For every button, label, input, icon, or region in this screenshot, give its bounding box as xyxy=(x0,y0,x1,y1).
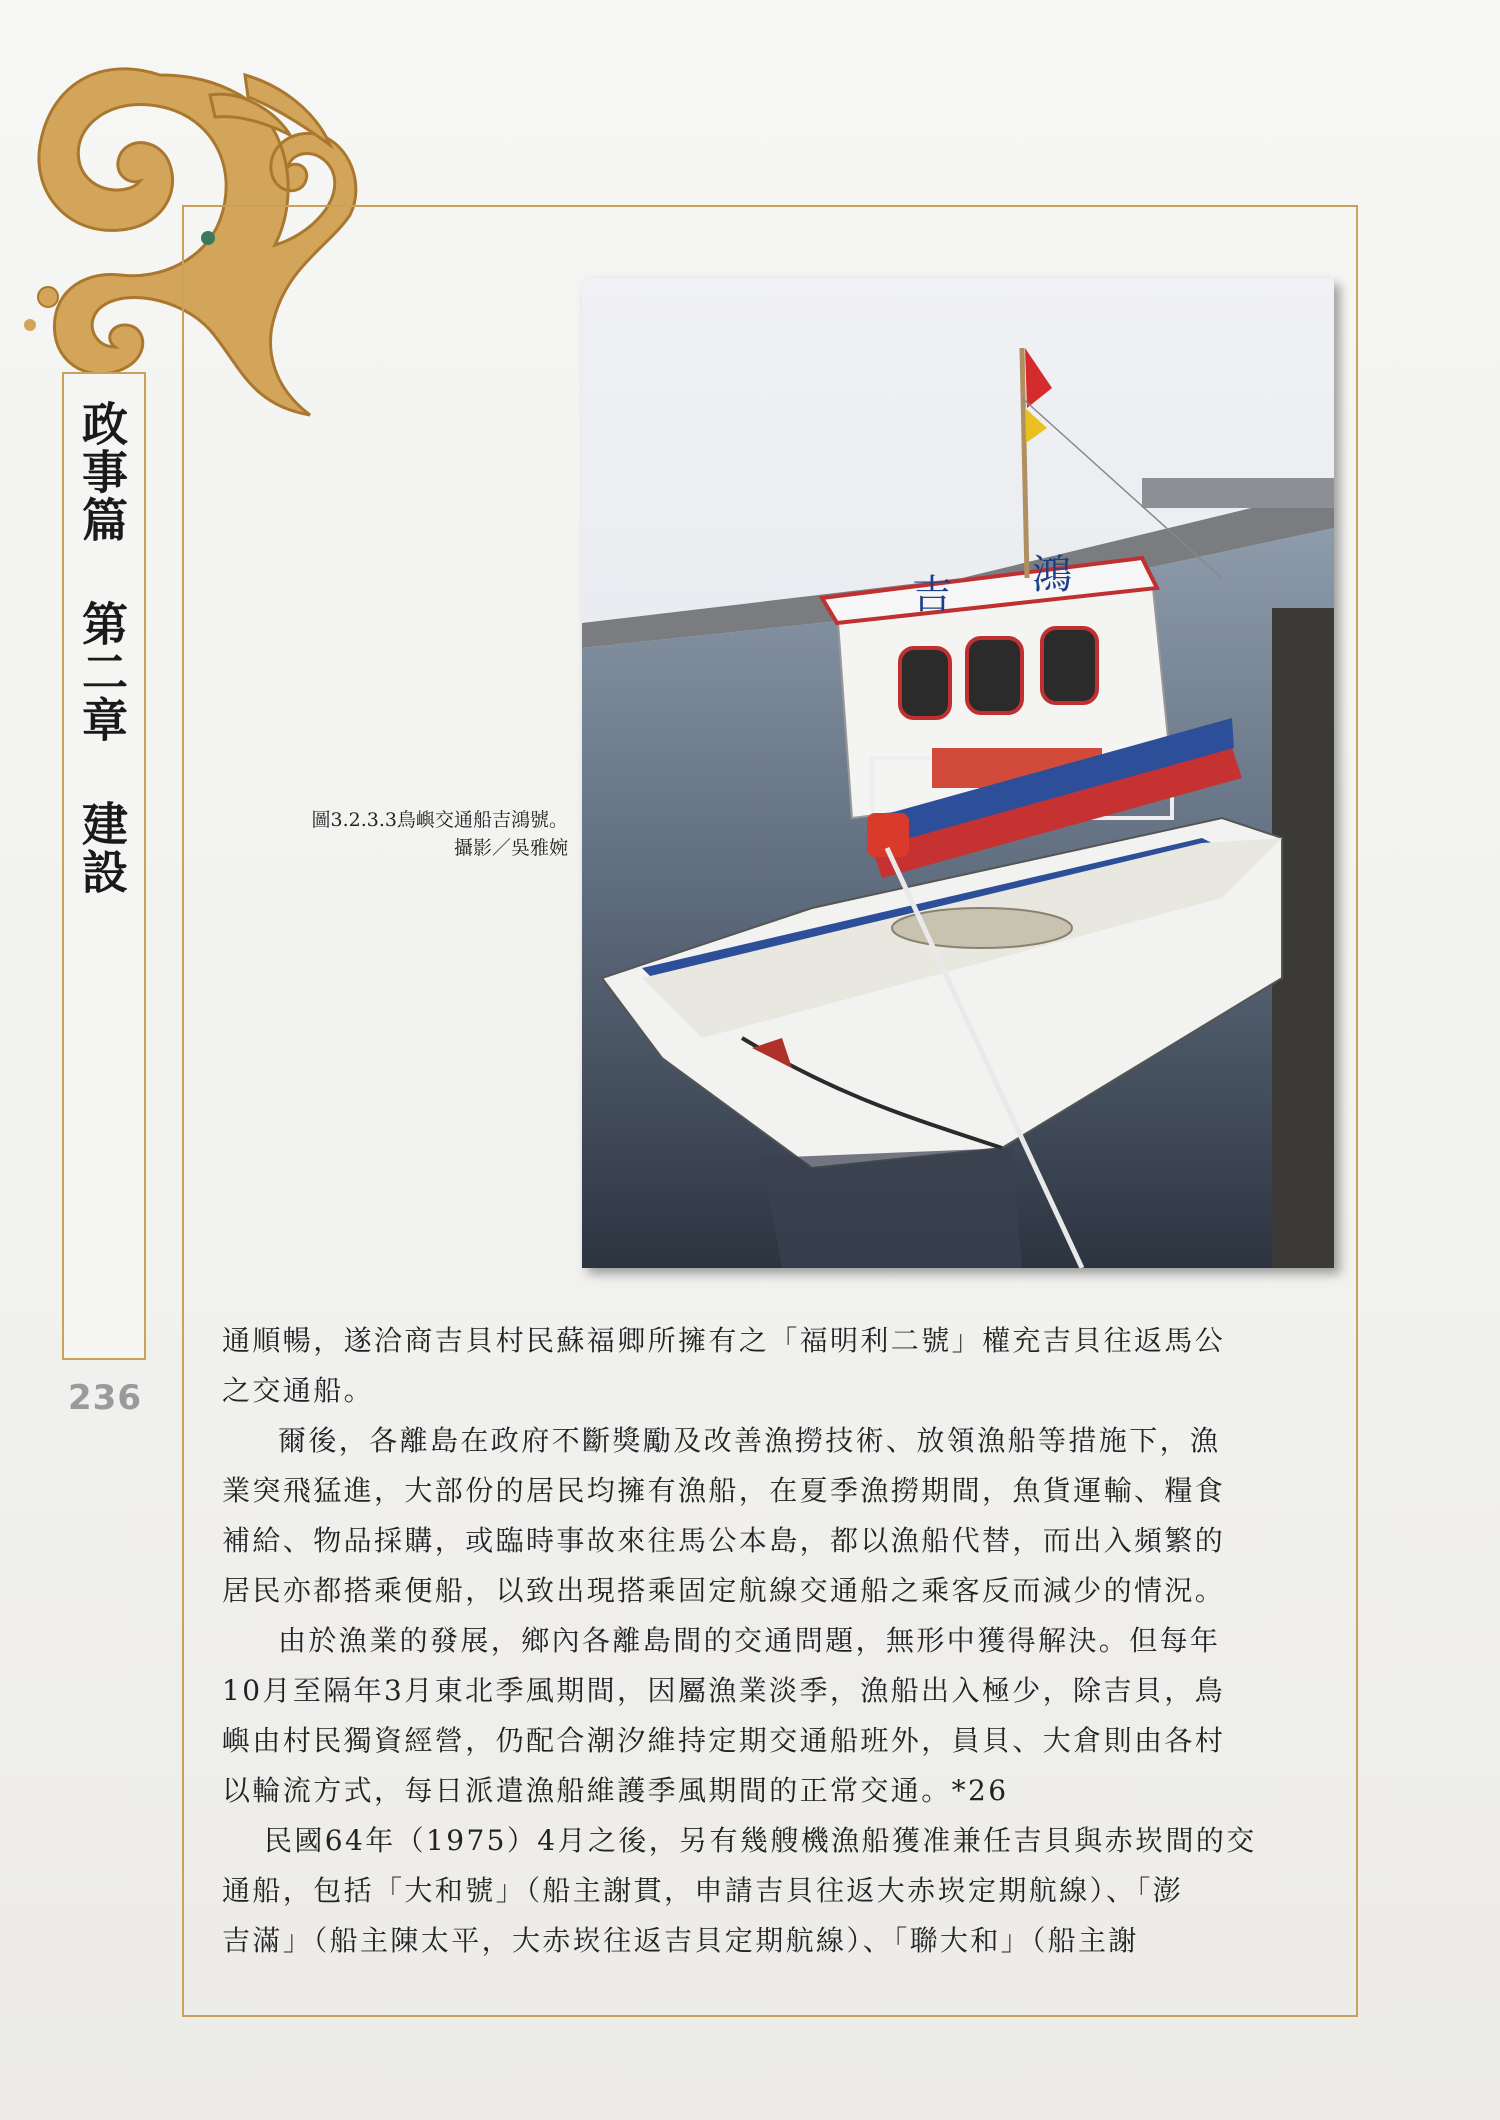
body-line: 之交通船。 xyxy=(222,1374,375,1407)
body-line: 補給、物品採購，或臨時事故來往馬公本島，都以漁船代替，而出入頻繁的 xyxy=(222,1524,1226,1557)
chapter-side-tab xyxy=(62,372,146,1360)
body-line: 嶼由村民獨資經營，仍配合潮汐維持定期交通船班外，員貝、大倉則由各村 xyxy=(222,1724,1226,1757)
body-line: 由於漁業的發展，鄉內各離島間的交通問題，無形中獲得解決。但每年 xyxy=(278,1624,1221,1657)
body-line: 爾後，各離島在政府不斷獎勵及改善漁撈技術、放領漁船等措施下，漁 xyxy=(278,1424,1221,1457)
boat-name-left: 吉 xyxy=(912,572,952,618)
body-line: 居民亦都搭乘便船，以致出現搭乘固定航線交通船之乘客反而減少的情況。 xyxy=(222,1574,1226,1607)
caption-credit: 攝影／吳雅婉 xyxy=(453,837,568,859)
body-line: 以輪流方式，每日派遣漁船維護季風期間的正常交通。*26 xyxy=(222,1774,1009,1807)
boat-name-right: 鴻 xyxy=(1032,552,1072,598)
body-text xyxy=(222,1316,1332,1966)
body-line: 10月至隔年3月東北季風期間，因屬漁業淡季，漁船出入極少，除吉貝，鳥 xyxy=(222,1674,1226,1707)
figure-caption xyxy=(228,806,568,862)
page-number: 236 xyxy=(68,1378,142,1418)
body-line: 吉滿」（船主陳太平，大赤崁往返吉貝定期航線）、「聯大和」（船主謝 xyxy=(222,1924,1139,1957)
body-line: 通船，包括「大和號」（船主謝貫，申請吉貝往返大赤崁定期航線）、「澎 xyxy=(222,1874,1184,1907)
caption-title: 圖3.2.3.3鳥嶼交通船吉鴻號。 xyxy=(311,809,568,831)
body-line: 業突飛猛進，大部份的居民均擁有漁船，在夏季漁撈期間，魚貨運輸、糧食 xyxy=(222,1474,1226,1507)
body-line: 通順暢，遂洽商吉貝村民蘇福卿所擁有之「福明利二號」權充吉貝往返馬公 xyxy=(222,1324,1226,1357)
boat-photo xyxy=(582,278,1334,1268)
body-line: 民國64年（1975）4月之後，另有幾艘機漁船獲准兼任吉貝與赤崁間的交 xyxy=(264,1824,1257,1857)
chapter-title: 政事篇 第二章 建設 xyxy=(75,400,129,896)
